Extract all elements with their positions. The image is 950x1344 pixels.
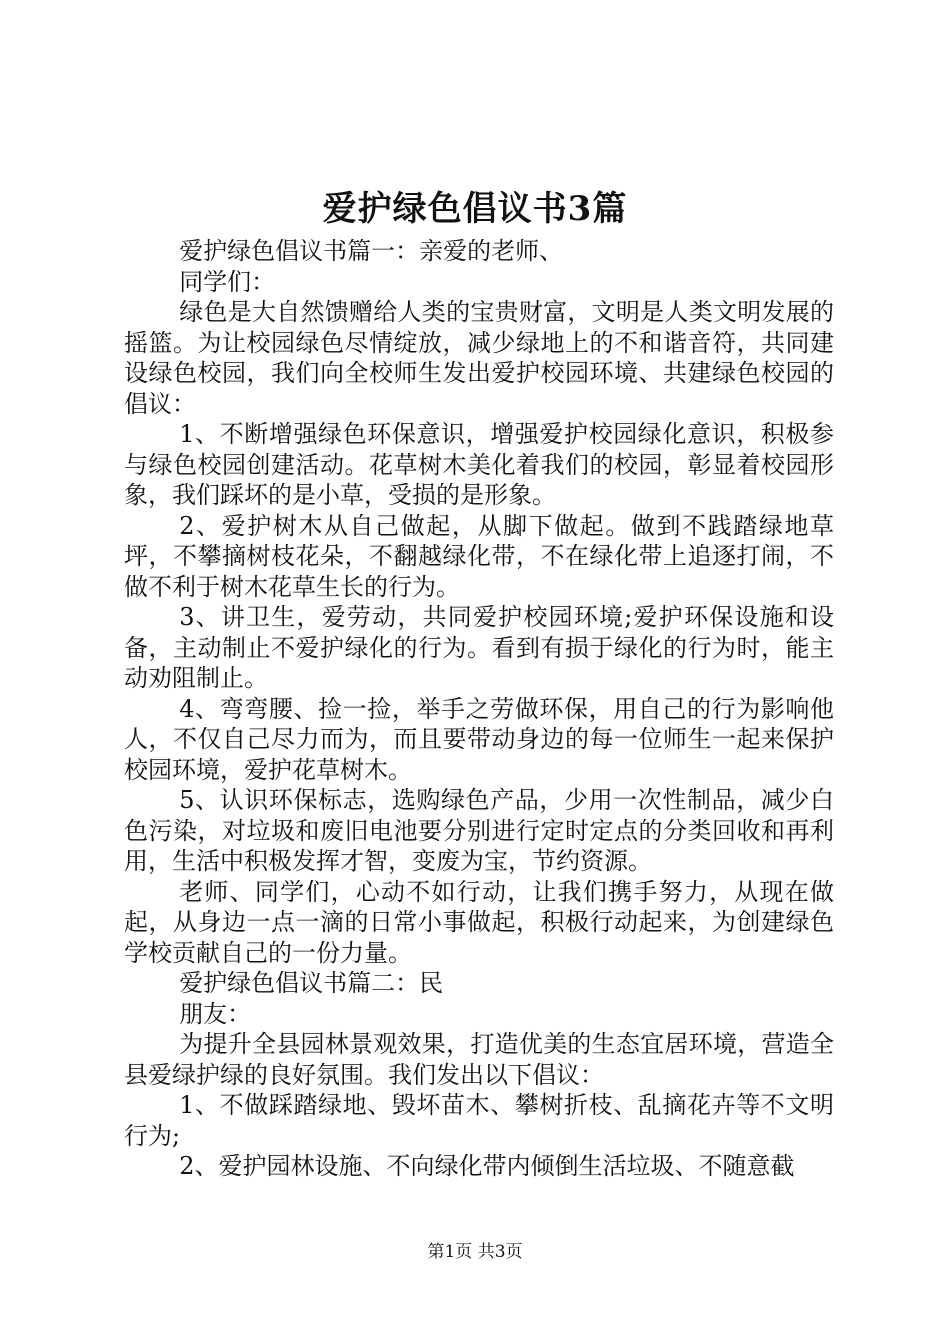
paragraph: 同学们： [179, 267, 276, 296]
paragraph: 1、不断增强绿色环保意识，增强爱护校园绿化意识，积极参与绿色校园创建活动。花草树木美化着我们的校园，彰显着校园形象，我们踩坏的是小草，受损的是形象。 [124, 420, 834, 509]
paragraph: 爱护绿色倡议书篇二：民 [179, 969, 444, 997]
paragraph: 2、爱护园林设施、不向绿化带内倾倒生活垃圾、不随意截 [179, 1152, 795, 1180]
document-body [124, 236, 834, 1182]
page-footer: 第1页 共3页 [427, 1242, 523, 1262]
paragraph: 3、讲卫生，爱劳动，共同爱护校园环境;爱护环保设施和设备，主动制止不爱护绿化的行为。看到有损于绿化的行为时，能主动劝阻制止。 [124, 603, 834, 692]
paragraph: 朋友： [179, 999, 252, 1028]
paragraph: 4、弯弯腰、捡一捡，举手之劳做环保，用自己的行为影响他人，不仅自己尽力而为，而且要带动身边的每一位师生一起来保护校园环境，爱护花草树木。 [124, 694, 834, 784]
paragraph: 2、爱护树木从自己做起，从脚下做起。做到不践踏绿地草坪，不攀摘树枝花朵，不翻越绿化带，不在绿化带上追逐打闹，不做不利于树木花草生长的行为。 [124, 511, 834, 601]
paragraph: 1、不做踩踏绿地、毁坏苗木、攀树折枝、乱摘花卉等不文明行为; [124, 1091, 834, 1150]
document-title: 爱护绿色倡议书3篇 [322, 189, 628, 229]
paragraph: 绿色是大自然馈赠给人类的宝贵财富，文明是人类文明发展的摇篮。为让校园绿色尽情绽放，减少绿地上的不和谐音符，共同建设绿色校园，我们向全校师生发出爱护校园环境、共建绿色校园的倡议： [124, 298, 834, 418]
paragraph: 老师、同学们，心动不如行动，让我们携手努力，从现在做起，从身边一点一滴的日常小事做起，积极行动起来，为创建绿色学校贡献自己的一份力量。 [124, 877, 834, 967]
paragraph: 爱护绿色倡议书篇一：亲爱的老师、 [179, 237, 564, 265]
paragraph: 5、认识环保标志，选购绿色产品，少用一次性制品，减少白色污染，对垃圾和废旧电池要分别进行定时定点的分类回收和再利用，生活中积极发挥才智，变废为宝，节约资源。 [124, 786, 834, 875]
paragraph: 为提升全县园林景观效果，打造优美的生态宜居环境，营造全县爱绿护绿的良好氛围。我们发出以下倡议： [124, 1030, 834, 1089]
